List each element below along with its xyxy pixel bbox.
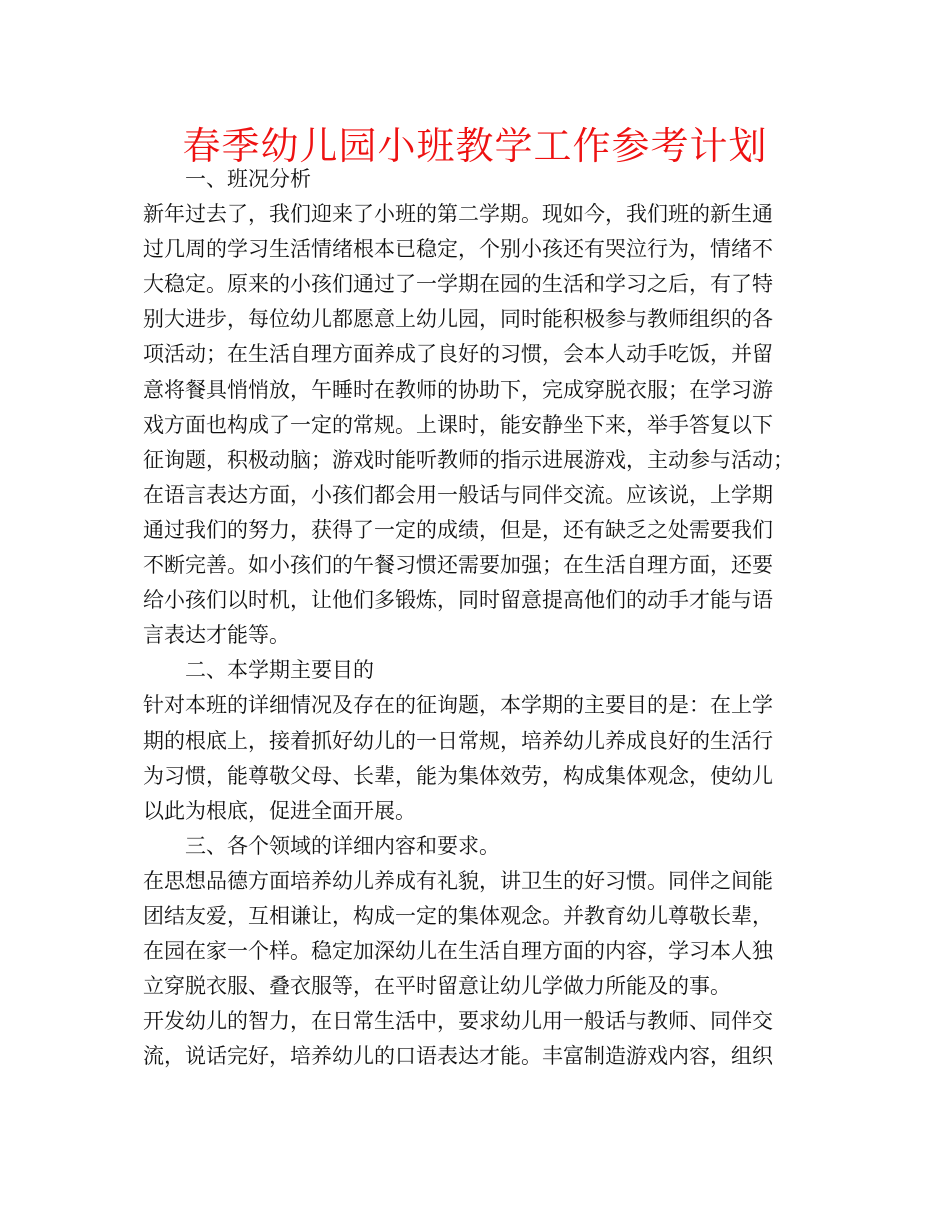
paragraph-line: 大稳定。原来的小孩们通过了一学期在园的生活和学习之后，有了特	[143, 272, 773, 297]
paragraph-line: 团结友爱，互相谦让，构成一定的集体观念。并教育幼儿尊敬长辈，	[143, 903, 773, 928]
paragraph-line: 言表达才能等。	[143, 623, 290, 648]
document-body	[143, 162, 823, 1074]
paragraph-line: 不断完善。如小孩们的午餐习惯还需要加强；在生活自理方面，还要	[143, 553, 773, 578]
paragraph-line: 过几周的学习生活情绪根本已稳定，个别小孩还有哭泣行为，情绪不	[143, 237, 773, 262]
paragraph-line: 期的根底上，接着抓好幼儿的一日常规，培养幼儿养成良好的生活行	[143, 728, 773, 753]
paragraph-line: 意将餐具悄悄放，午睡时在教师的协助下，完成穿脱衣服；在学习游	[143, 377, 773, 402]
section-heading: 三、各个领域的详细内容和要求。	[185, 833, 500, 858]
paragraph-line: 项活动；在生活自理方面养成了良好的习惯，会本人动手吃饭，并留	[143, 342, 773, 367]
paragraph-line: 开发幼儿的智力，在日常生活中，要求幼儿用一般话与教师、同伴交	[143, 1009, 773, 1034]
paragraph-line: 别大进步，每位幼儿都愿意上幼儿园，同时能积极参与教师组织的各	[143, 307, 773, 332]
section-heading: 一、班况分析	[185, 167, 311, 191]
paragraph-line: 在语言表达方面，小孩们都会用一般话与同伴交流。应该说，上学期	[143, 482, 773, 507]
paragraph-line: 通过我们的努力，获得了一定的成绩，但是，还有缺乏之处需要我们	[143, 517, 773, 542]
paragraph-line: 新年过去了，我们迎来了小班的第二学期。现如今，我们班的新生通	[143, 202, 773, 227]
section-heading: 二、本学期主要目的	[185, 658, 374, 683]
document-title: 春季幼儿园小班教学工作参考计划	[182, 124, 768, 168]
paragraph-line: 在园在家一个样。稳定加深幼儿在生活自理方面的内容，学习本人独	[143, 939, 773, 964]
paragraph-line: 针对本班的详细情况及存在的征询题，本学期的主要目的是：在上学	[143, 693, 773, 718]
paragraph-line: 在思想品德方面培养幼儿养成有礼貌，讲卫生的好习惯。同伴之间能	[143, 868, 773, 893]
paragraph-line: 为习惯，能尊敬父母、长辈，能为集体效劳，构成集体观念，使幼儿	[143, 763, 773, 788]
paragraph-line: 征询题，积极动脑；游戏时能听教师的指示进展游戏，主动参与活动；	[143, 447, 794, 472]
paragraph-line: 立穿脱衣服、叠衣服等，在平时留意让幼儿学做力所能及的事。	[143, 974, 731, 999]
paragraph-line: 以此为根底，促进全面开展。	[143, 798, 416, 823]
paragraph-line: 给小孩们以时机，让他们多锻炼，同时留意提高他们的动手才能与语	[143, 588, 773, 613]
paragraph-line: 流，说话完好，培养幼儿的口语表达才能。丰富制造游戏内容，组织	[143, 1044, 773, 1069]
paragraph-line: 戏方面也构成了一定的常规。上课时，能安静坐下来，举手答复以下	[143, 412, 773, 437]
